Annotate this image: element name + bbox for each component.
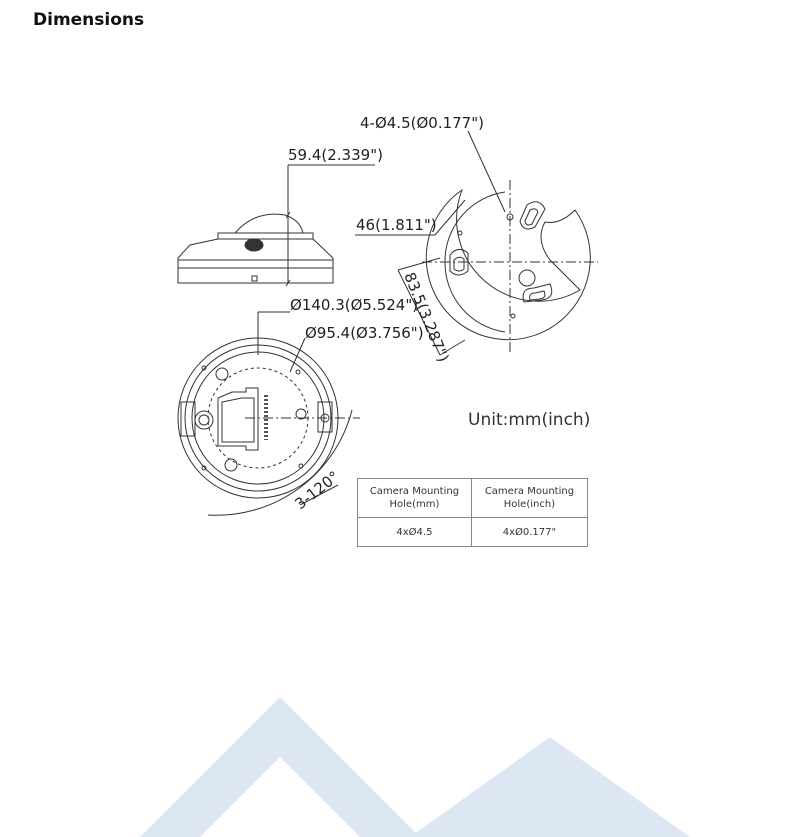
height-dimension: 59.4(2.339")	[288, 146, 383, 164]
table-header-mm: Camera Mounting Hole(mm)	[358, 479, 472, 518]
base-height-dimension: 46(1.811")	[356, 216, 437, 234]
angle-dimension: 3-120°	[291, 467, 343, 514]
outer-diameter-dimension: Ø140.3(Ø5.524")	[290, 296, 419, 314]
mounting-base-view	[355, 131, 598, 355]
unit-label: Unit:mm(inch)	[468, 410, 591, 430]
mounting-hole-table	[357, 478, 588, 547]
table-header-inch: Camera Mounting Hole(inch)	[471, 479, 587, 518]
mount-hole-dimension: 4-Ø4.5(Ø0.177")	[360, 114, 484, 132]
table-header-row	[358, 479, 588, 518]
inner-diameter-dimension: Ø95.4(Ø3.756")	[305, 324, 424, 342]
table-cell-inch: 4xØ0.177"	[471, 518, 587, 547]
base-width-dimension: 83.5(3.287")	[400, 269, 453, 365]
side-view	[178, 165, 375, 286]
table-row	[358, 518, 588, 547]
table-cell-mm: 4xØ4.5	[358, 518, 472, 547]
page-title: Dimensions	[33, 10, 145, 30]
